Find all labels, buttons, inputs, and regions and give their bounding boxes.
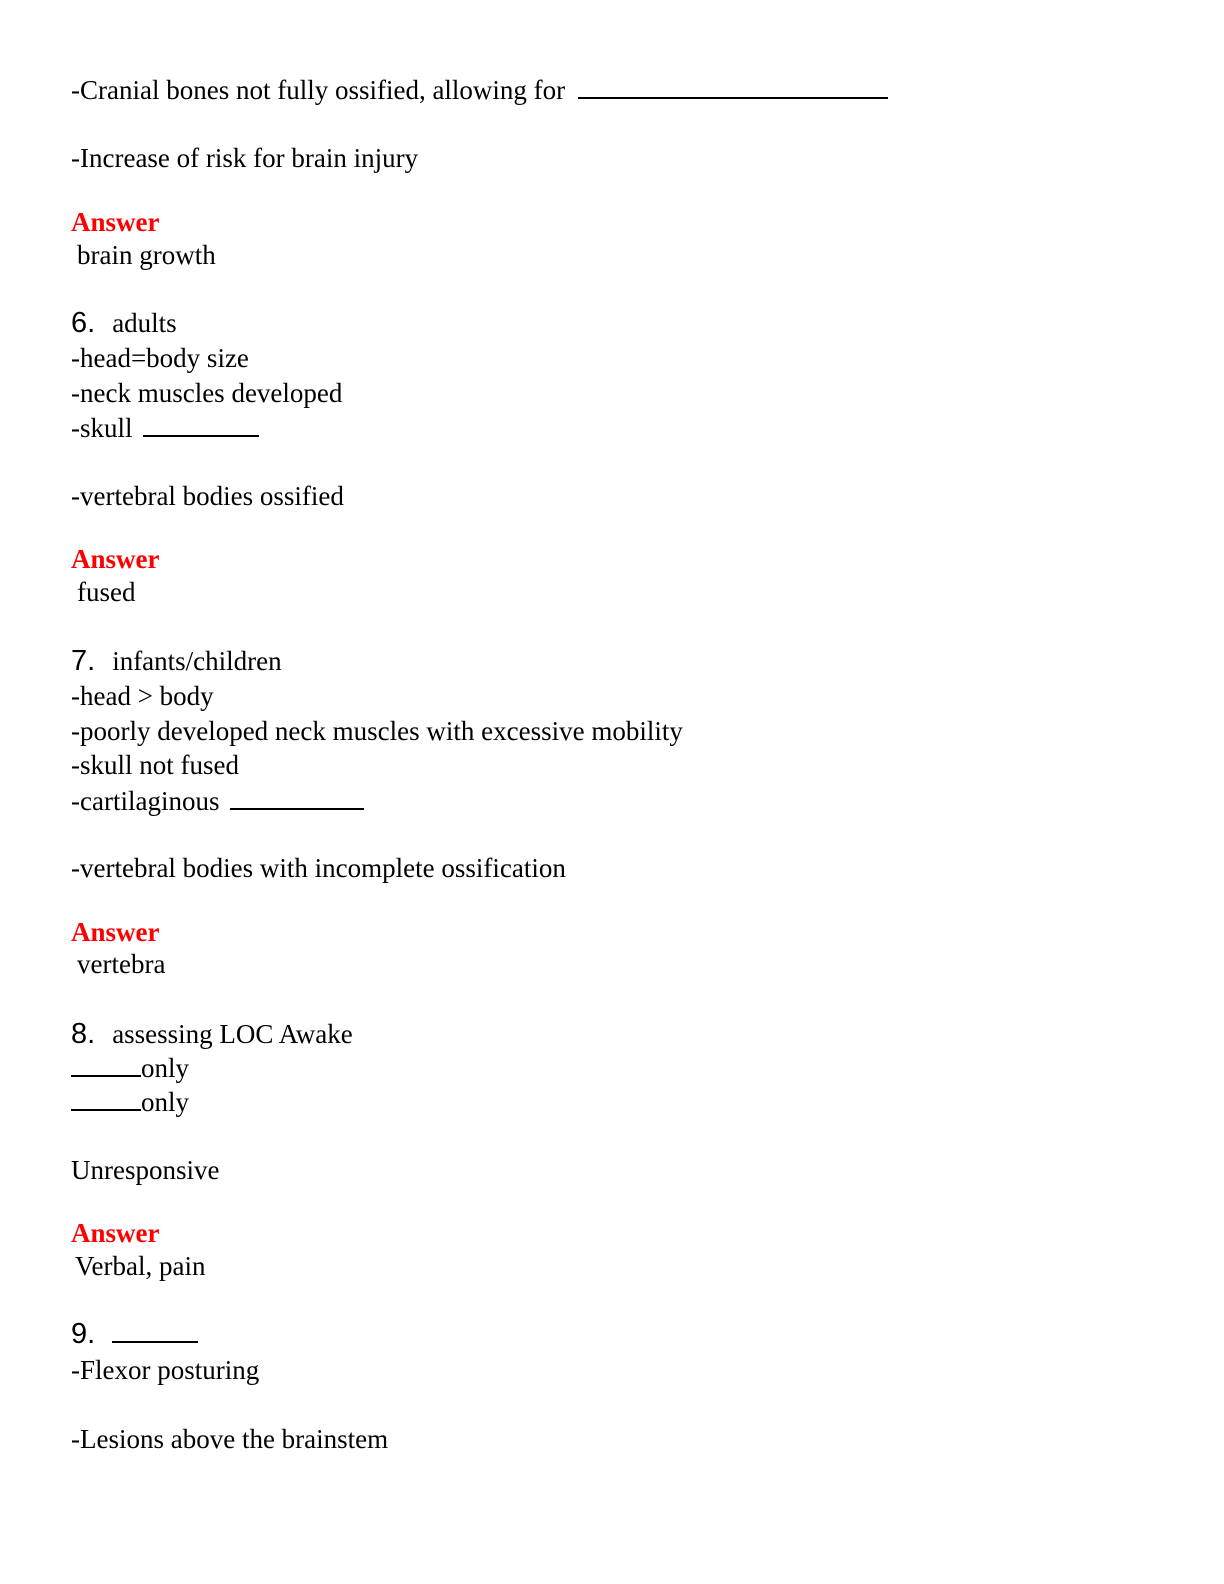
q8-title: assessing LOC Awake	[112, 1019, 353, 1049]
q9-number: 9.	[71, 1318, 96, 1350]
q7-answer-label: Answer	[71, 917, 160, 947]
q6-line3-text: -skull	[71, 413, 133, 443]
q7-line2: -poorly developed neck muscles with excessive mobility	[71, 716, 683, 746]
fill-in-blank	[143, 413, 259, 437]
q7-line3: -skull not fused	[71, 750, 239, 780]
q6-heading	[71, 307, 177, 339]
q7-heading	[71, 645, 282, 677]
q7-answer-text: vertebra	[77, 949, 166, 979]
q8-answer-label: Answer	[71, 1218, 160, 1248]
q9-line2: -Lesions above the brainstem	[71, 1424, 389, 1454]
fill-in-blank	[578, 75, 888, 99]
q9-line1: -Flexor posturing	[71, 1355, 260, 1385]
q8-number: 8.	[71, 1018, 96, 1050]
q8-answer-text: Verbal, pain	[75, 1251, 206, 1281]
q6-line1: -head=body size	[71, 343, 249, 373]
q6-line3	[71, 412, 259, 444]
fill-in-blank	[230, 786, 364, 810]
q6-line2: -neck muscles developed	[71, 378, 343, 408]
q5-line1-text: -Cranial bones not fully ossified, allowing for	[71, 75, 566, 105]
q8-line1-suffix: only	[141, 1053, 190, 1083]
fill-in-blank	[71, 1053, 141, 1077]
fill-in-blank	[71, 1087, 141, 1111]
q5-line-brain-injury: -Increase of risk for brain injury	[71, 143, 419, 173]
q8-line3: Unresponsive	[71, 1155, 220, 1185]
q8-heading	[71, 1018, 353, 1050]
q6-answer-text: fused	[77, 577, 136, 607]
q7-line4-text: -cartilaginous	[71, 786, 220, 816]
q7-line1: -head > body	[71, 681, 214, 711]
q7-line4	[71, 785, 364, 817]
q5-answer-text: brain growth	[77, 240, 216, 270]
q6-line4: -vertebral bodies ossified	[71, 481, 344, 511]
q6-number: 6.	[71, 307, 96, 339]
q8-line2	[71, 1086, 189, 1118]
fill-in-blank	[112, 1319, 198, 1343]
q5-answer-label: Answer	[71, 207, 160, 237]
q7-title: infants/children	[112, 646, 282, 676]
q5-line-cranial-bones	[71, 74, 888, 106]
q6-answer-label: Answer	[71, 544, 160, 574]
q9-heading	[71, 1318, 198, 1350]
q6-title: adults	[112, 308, 177, 338]
q8-line2-suffix: only	[141, 1087, 190, 1117]
q8-line1	[71, 1052, 189, 1084]
q7-number: 7.	[71, 645, 96, 677]
q7-line5: -vertebral bodies with incomplete ossification	[71, 853, 566, 883]
